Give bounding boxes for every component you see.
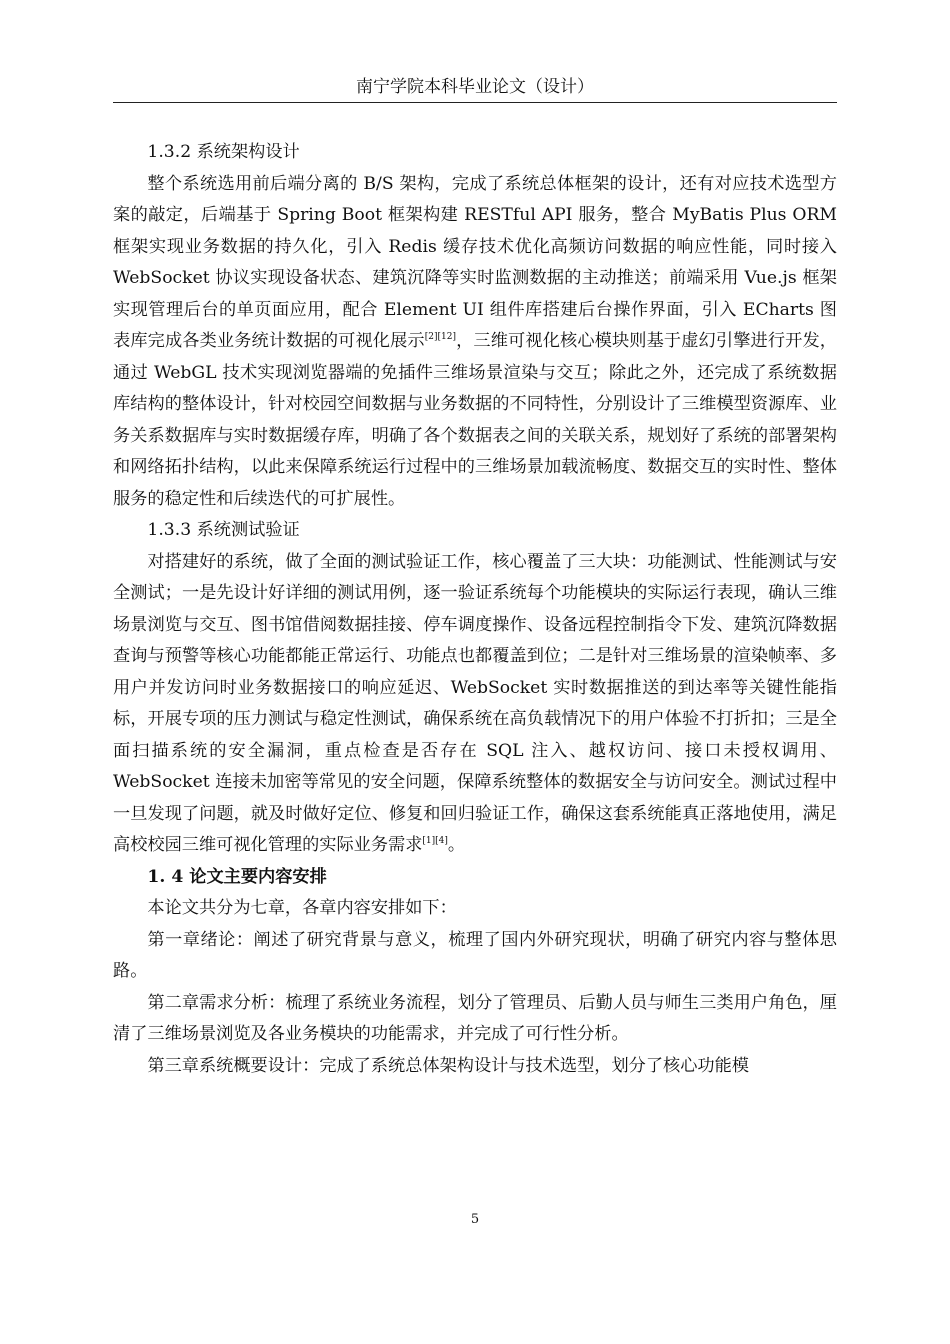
- paragraph-architecture: [113, 169, 837, 516]
- section-heading-1-4: 1. 4 论文主要内容安排: [147, 866, 327, 887]
- paragraph-text: 整个系统选用前后端分离的 B/S 架构，完成了系统总体框架的设计，还有对应技术选型方案的敲定，后端基于 Spring Boot 框架构建 RESTful API 服务，整合 MyBatis Plus ORM 框架实现业务数据的持久化，引入 Redis 缓存技术优化高频访问数据的响应性能，同时接入 WebSocket 协议实现设备状态、建筑沉降等实时监测数据的主动推送；前端采用 Vue.js 框架实现管理后台的单页面应用，配合 Element UI 组件库搭建后台操作界面，引入 ECharts 图表库完成各类业务统计数据的可视化展示: [113, 173, 837, 351]
- page-header: 南宁学院本科毕业论文（设计）: [113, 74, 837, 103]
- paragraph-text: 对搭建好的系统，做了全面的测试验证工作，核心覆盖了三大块：功能测试、性能测试与安全测试；一是先设计好详细的测试用例，逐一验证系统每个功能模块的实际运行表现，确认三维场景浏览与交互、图书馆借阅数据挂接、停车调度操作、设备远程控制指令下发、建筑沉降数据查询与预警等核心功能都能正常运行、功能点也都覆盖到位；二是针对三维场景的渲染帧率、多用户并发访问时业务数据接口的响应延迟、WebSocket 实时数据推送的到达率等关键性能指标，开展专项的压力测试与稳定性测试，确保系统在高负载情况下的用户体验不打折扣；三是全面扫描系统的安全漏洞，重点检查是否存在 SQL 注入、越权访问、接口未授权调用、WebSocket 连接未加密等常见的安全问题，保障系统整体的数据安全与访问安全。测试过程中一旦发现了问题，就及时做好定位、修复和回归验证工作，确保这套系统能真正落地使用，满足高校校园三维可视化管理的实际业务需求: [113, 551, 837, 855]
- citation: [1][4]: [422, 836, 448, 846]
- citation: [2][12]: [424, 332, 456, 342]
- paragraph-outline-intro: 本论文共分为七章，各章内容安排如下：: [147, 898, 457, 918]
- section-heading-1-3-2: 1.3.2 系统架构设计: [147, 142, 300, 162]
- paragraph-testing: [113, 547, 837, 862]
- section-heading-1-3-3: 1.3.3 系统测试验证: [147, 520, 300, 540]
- paragraph-text: 。: [447, 835, 466, 855]
- paragraph-text: ，三维可视化核心模块则基于虚幻引擎进行开发，通过 WebGL 技术实现浏览器端的免插件三维场景渲染与交互；除此之外，还完成了系统数据库结构的整体设计，针对校园空间数据与业务数据的不同特性，分别设计了三维模型资源库、业务关系数据库与实时数据缓存库，明确了各个数据表之间的关联关系，规划好了系统的部署架构和网络拓扑结构，以此来保障系统运行过程中的三维场景加载流畅度、数据交互的实时性、整体服务的稳定性和后续迭代的可扩展性。: [113, 331, 837, 509]
- paragraph-chapter-3: 第三章系统概要设计：完成了系统总体架构设计与技术选型，划分了核心功能模: [147, 1055, 749, 1076]
- page-body: [113, 137, 837, 1082]
- paragraph-chapter-2: 第二章需求分析：梳理了系统业务流程，划分了管理员、后勤人员与师生三类用户角色，厘清了三维场景浏览及各业务模块的功能需求，并完成了可行性分析。: [113, 992, 837, 1044]
- page-number: 5: [470, 1212, 480, 1227]
- paragraph-chapter-1: 第一章绪论：阐述了研究背景与意义，梳理了国内外研究现状，明确了研究内容与整体思路。: [113, 929, 837, 981]
